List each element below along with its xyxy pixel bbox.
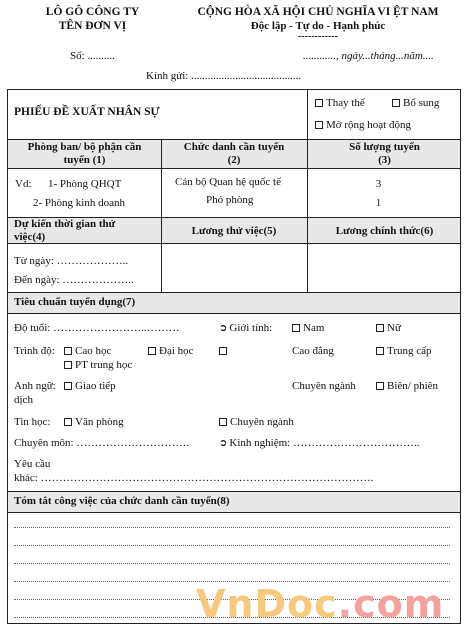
- col-header-position: Chức danh cần tuyển: [183, 141, 285, 153]
- row-2-quantity: 1: [375, 197, 382, 209]
- row-2-position: Phó phòng: [206, 194, 254, 206]
- gender-label: ➲ Giới tính:: [219, 322, 273, 334]
- edu-college: Cao đẳng: [292, 345, 334, 357]
- checkbox[interactable]: [315, 121, 323, 129]
- checkbox[interactable]: [64, 347, 72, 355]
- option-add[interactable]: Bổ sung: [392, 97, 439, 109]
- document-date: ............, ngày...tháng...năm....: [303, 50, 434, 62]
- table-rule: [8, 491, 460, 492]
- english-label-2: dịch: [14, 394, 33, 406]
- experience-field: ➲ Kinh nghiệm: ……………………………..: [219, 437, 420, 449]
- col-header-department: Phòng ban/ bộ phận cần: [27, 141, 142, 153]
- gender-female[interactable]: Nữ: [376, 322, 401, 334]
- table-rule: [8, 313, 460, 314]
- company-name-line: TÊN ĐƠN VỊ: [58, 20, 127, 32]
- row-1-quantity: 3: [375, 178, 382, 190]
- probation-time-header: Dự kiến thời gian thử: [14, 218, 116, 230]
- checkbox[interactable]: [148, 347, 156, 355]
- form-title: PHIẾU ĐỀ XUẤT NHÂN SỰ: [14, 106, 160, 118]
- edu-vocational[interactable]: Trung cấp: [376, 345, 432, 357]
- english-interpreting[interactable]: Biên/ phiên: [376, 380, 438, 392]
- expertise-field: Chuyên môn: ………………………….: [14, 437, 190, 449]
- row-2-department: 2- Phòng kinh doanh: [33, 197, 125, 209]
- summary-dotted-line: [14, 545, 450, 546]
- education-label: Trình độ:: [14, 345, 55, 357]
- checkbox[interactable]: [292, 324, 300, 332]
- recipient-line: Kính gửi: ........................................: [146, 70, 302, 82]
- probation-time-header-2: việc(4): [14, 231, 46, 243]
- arrow-icon: ➲: [219, 323, 228, 334]
- arrow-icon: ➲: [219, 438, 228, 449]
- col-header-quantity-2: (3): [378, 154, 391, 166]
- company-logo-line: LÔ GÔ CÔNG TY: [45, 6, 140, 18]
- english-label: Anh ngữ:: [14, 380, 56, 392]
- edu-university[interactable]: Đại học: [148, 345, 194, 357]
- proposal-form: [7, 89, 461, 624]
- checkbox[interactable]: [315, 99, 323, 107]
- option-replace[interactable]: Thay thế: [315, 97, 365, 109]
- age-field: Độ tuổi: ……………………..………: [14, 322, 180, 334]
- official-salary-header: Lương chính thức(6): [335, 225, 434, 237]
- nation-motto: Độc lập - Tự do - Hạnh phúc: [250, 20, 386, 32]
- from-date: Từ ngày: ………………..: [14, 255, 129, 267]
- edu-blank[interactable]: [219, 345, 230, 357]
- other-requirements-field: khác: ……………………………………………………………………………….: [14, 472, 374, 484]
- checkbox[interactable]: [64, 361, 72, 369]
- checkbox[interactable]: [376, 324, 384, 332]
- row-1-department: Vd: 1- Phòng QHQT: [15, 178, 122, 190]
- col-header-department-2: tuyển (1): [63, 154, 106, 166]
- english-specialized: Chuyên ngành: [292, 380, 356, 392]
- summary-dotted-line: [14, 527, 450, 528]
- table-rule: [8, 292, 460, 293]
- gender-male[interactable]: Nam: [292, 322, 324, 334]
- row-1-position: Cán bộ Quan hệ quốc tế: [175, 176, 281, 188]
- probation-salary-header: Lương thử việc(5): [191, 225, 277, 237]
- summary-dotted-line: [14, 563, 450, 564]
- it-office[interactable]: Văn phòng: [64, 416, 124, 428]
- nation-rule: ------------: [298, 31, 338, 42]
- edu-masters[interactable]: Cao học: [64, 345, 111, 357]
- vndoc-watermark: VnDoc.com: [196, 582, 445, 626]
- it-specialized[interactable]: Chuyên ngành: [219, 416, 294, 428]
- checkbox[interactable]: [376, 382, 384, 390]
- checkbox[interactable]: [392, 99, 400, 107]
- english-communication[interactable]: Giao tiếp: [64, 380, 116, 392]
- checkbox[interactable]: [219, 418, 227, 426]
- other-requirements-label: Yêu cầu: [14, 458, 51, 470]
- checkbox[interactable]: [376, 347, 384, 355]
- to-date: Đến ngày: ………………..: [14, 274, 134, 286]
- document-number: Số: ..........: [70, 50, 115, 62]
- nation-title: CỘNG HÒA XÃ HỘI CHỦ NGHĨA VI ỆT NAM: [197, 6, 439, 18]
- table-rule: [8, 139, 460, 140]
- it-label: Tin học:: [14, 416, 51, 428]
- table-rule: [8, 512, 460, 513]
- option-expand[interactable]: Mở rộng hoạt động: [315, 119, 411, 131]
- col-header-quantity: Số lượng tuyển: [349, 141, 420, 153]
- edu-highschool[interactable]: PT trung học: [64, 359, 132, 371]
- checkbox[interactable]: [64, 382, 72, 390]
- table-rule: [8, 243, 460, 244]
- checkbox[interactable]: [64, 418, 72, 426]
- job-summary-header: Tóm tắt công việc của chức danh cần tuyển(8): [14, 495, 230, 507]
- criteria-header: Tiêu chuẩn tuyển dụng(7): [14, 296, 136, 308]
- table-divider: [307, 90, 308, 139]
- col-header-position-2: (2): [227, 154, 241, 166]
- checkbox[interactable]: [219, 347, 227, 355]
- table-rule: [8, 168, 460, 169]
